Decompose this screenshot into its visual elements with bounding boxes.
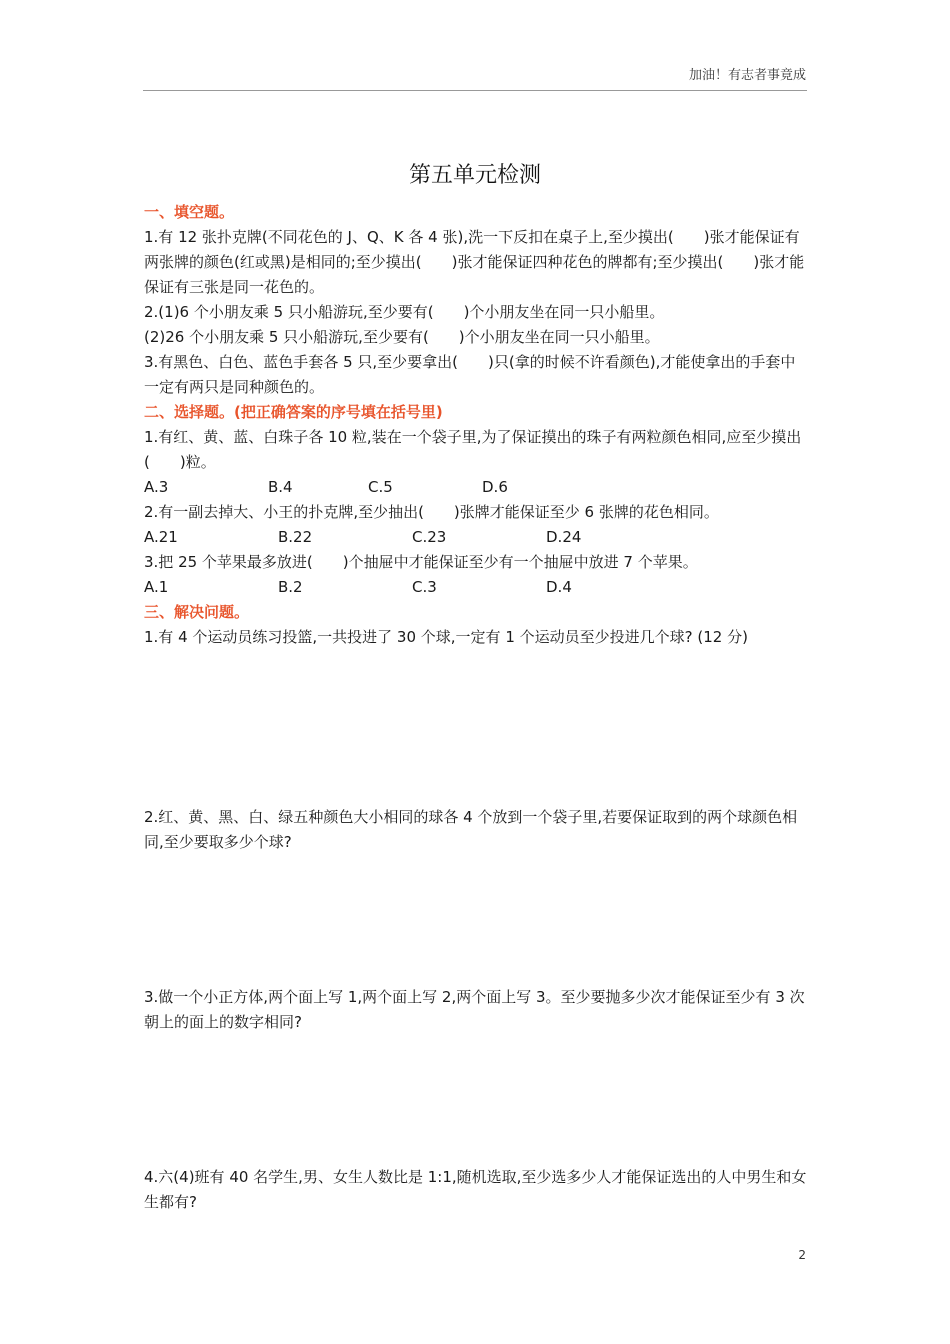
option: C.23 [412,528,447,546]
option: B.4 [268,478,293,496]
option: D.6 [482,478,508,496]
header-divider [143,90,807,91]
option: B.2 [278,578,303,596]
section-heading-solve: 三、解决问题。 [144,603,250,621]
choice-question-3: 3.把 25 个苹果最多放进( )个抽屉中才能保证至少有一个抽屉中放进 7 个苹果。 [144,553,698,571]
option: A.1 [144,578,169,596]
solve-question-3: 3.做一个小正方体,两个面上写 1,两个面上写 2,两个面上写 3。至少要抛多少次才能保证至少有 3 次朝上的面上的数字相同? [144,988,805,1031]
document-body [144,200,808,1215]
option: A.3 [144,478,169,496]
choice-question-2: 2.有一副去掉大、小王的扑克牌,至少抽出( )张牌才能保证至少 6 张牌的花色相同。 [144,503,719,521]
option: C.5 [368,478,393,496]
page-number: 2 [798,1248,806,1262]
choice-options-1 [144,475,808,500]
solve-question-4: 4.六(4)班有 40 名学生,男、女生人数比是 1:1,随机选取,至少选多少人才能保证选出的人中男生和女生都有? [144,1168,807,1211]
solve-question-1: 1.有 4 个运动员练习投篮,一共投进了 30 个球,一定有 1 个运动员至少投进几个球? (12 分) [144,628,748,646]
fill-question-2b: (2)26 个小朋友乘 5 只小船游玩,至少要有( )个小朋友坐在同一只小船里。 [144,328,660,346]
solve-question-2: 2.红、黄、黑、白、绿五种颜色大小相同的球各 4 个放到一个袋子里,若要保证取到的两个球颜色相同,至少要取多少个球? [144,808,798,851]
document-title: 第五单元检测 [408,163,541,188]
header-slogan: 加油！有志者事竟成 [688,68,806,83]
option: B.22 [278,528,313,546]
section-heading-fill: 一、填空题。 [144,203,235,221]
fill-question-1: 1.有 12 张扑克牌(不同花色的 J、Q、K 各 4 张),洗一下反扣在桌子上,至少摸出( )张才能保证有两张牌的颜色(红或黑)是相同的;至少摸出( )张才能保证四种花色的牌都有;至少摸出( )张才能保证有三张是同一花色的。 [144,228,805,296]
section-heading-choice: 二、选择题。(把正确答案的序号填在括号里) [144,403,443,421]
fill-question-2a: 2.(1)6 个小朋友乘 5 只小船游玩,至少要有( )个小朋友坐在同一只小船里。 [144,303,665,321]
answer-space [144,650,808,805]
choice-options-3 [144,575,808,600]
answer-space [144,855,808,985]
fill-question-3: 3.有黑色、白色、蓝色手套各 5 只,至少要拿出( )只(拿的时候不许看颜色),才能使拿出的手套中一定有两只是同种颜色的。 [144,353,796,396]
option: D.24 [546,528,582,546]
choice-options-2 [144,525,808,550]
choice-question-1: 1.有红、黄、蓝、白珠子各 10 粒,装在一个袋子里,为了保证摸出的珠子有两粒颜色相同,应至少摸出( )粒。 [144,428,802,471]
answer-space [144,1035,808,1165]
option: D.4 [546,578,572,596]
option: A.21 [144,528,178,546]
option: C.3 [412,578,437,596]
